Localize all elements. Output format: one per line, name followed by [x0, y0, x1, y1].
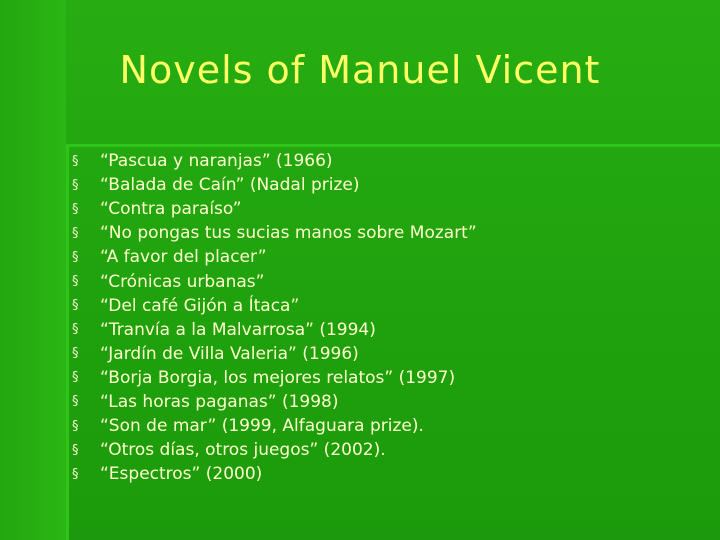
- list-item-text: “Crónicas urbanas”: [100, 271, 265, 292]
- list-item: [72, 173, 477, 197]
- bullet-icon: §: [72, 394, 79, 410]
- list-item: [72, 245, 477, 269]
- list-item-text: “Son de mar” (1999, Alfaguara prize).: [100, 416, 424, 437]
- list-item: [72, 342, 477, 366]
- vertical-rule: [66, 144, 69, 540]
- list-item-text: “Borja Borgia, los mejores relatos” (1997): [100, 367, 456, 388]
- novel-list: [72, 149, 477, 486]
- horizontal-rule: [66, 144, 720, 147]
- list-item: [72, 390, 477, 414]
- bullet-icon: §: [72, 466, 79, 482]
- bullet-icon: §: [72, 201, 79, 217]
- slide-title: Novels of Manuel Vicent: [119, 48, 601, 92]
- list-item-text: “Las horas paganas” (1998): [100, 391, 339, 412]
- list-item-text: “No pongas tus sucias manos sobre Mozart”: [100, 223, 477, 244]
- list-item: [72, 462, 477, 486]
- list-item: [72, 438, 477, 462]
- list-item-text: “Contra paraíso”: [100, 199, 242, 220]
- list-item: [72, 197, 477, 221]
- list-item: [72, 269, 477, 293]
- list-item: [72, 221, 477, 245]
- bullet-icon: §: [72, 274, 79, 290]
- bullet-icon: §: [72, 298, 79, 314]
- bullet-icon: §: [72, 346, 79, 362]
- list-item-text: “Otros días, otros juegos” (2002).: [100, 440, 386, 461]
- bullet-icon: §: [72, 418, 79, 434]
- list-item-text: “Del café Gijón a Ítaca”: [100, 295, 300, 316]
- list-item: [72, 318, 477, 342]
- list-item-text: “Pascua y naranjas” (1966): [100, 151, 333, 172]
- list-item-text: “Tranvía a la Malvarrosa” (1994): [100, 319, 376, 340]
- list-item-text: “A favor del placer”: [100, 247, 267, 268]
- bullet-icon: §: [72, 177, 79, 193]
- list-item-text: “Espectros” (2000): [100, 464, 263, 485]
- bullet-icon: §: [72, 225, 79, 241]
- list-item: [72, 294, 477, 318]
- bullet-icon: §: [72, 442, 79, 458]
- list-item-text: “Balada de Caín” (Nadal prize): [100, 175, 360, 196]
- list-item-text: “Jardín de Villa Valeria” (1996): [100, 343, 359, 364]
- list-item: [72, 366, 477, 390]
- list-item: [72, 149, 477, 173]
- bullet-icon: §: [72, 370, 79, 386]
- list-item: [72, 414, 477, 438]
- bullet-icon: §: [72, 153, 79, 169]
- bullet-icon: §: [72, 249, 79, 265]
- bullet-icon: §: [72, 322, 79, 338]
